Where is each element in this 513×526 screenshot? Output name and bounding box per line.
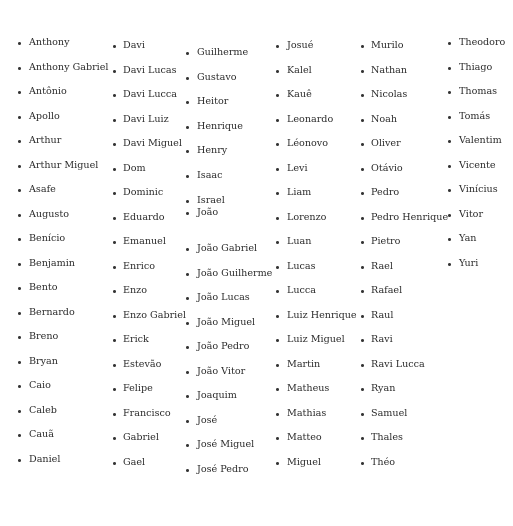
bullet-icon [186,395,189,398]
list-item-label: José [197,415,218,426]
bullet-icon [276,413,279,416]
list-item-label: Enzo [123,285,148,296]
bullet-icon [18,238,21,241]
list-item-label: Caio [29,380,51,391]
list-item-label: Henrique [197,121,243,132]
bullet-icon [113,70,116,73]
list-item-label: Noah [371,114,398,125]
list-item-label: Kalel [287,65,312,76]
bullet-icon [448,214,451,217]
bullet-icon [18,263,21,266]
bullet-icon [276,437,279,440]
bullet-icon [276,290,279,293]
list-item-label: Lucas [287,261,316,272]
bullet-icon [361,290,364,293]
list-item-label: Benício [29,233,66,244]
list-item-label: Joaquim [197,390,237,401]
list-item-label: Miguel [287,457,321,468]
bullet-icon [448,263,451,266]
list-item-label: Caleb [29,405,57,416]
list-item-label: Martin [287,359,321,370]
list-item-label: Léonovo [287,138,328,149]
list-item-label: Kauê [287,89,312,100]
list-item-label: Tomás [459,111,491,122]
bullet-icon [361,168,364,171]
bullet-icon [18,410,21,413]
bullet-icon [276,168,279,171]
list-item-label: Yuri [459,258,479,269]
bullet-icon [361,241,364,244]
list-item-label: Dom [123,163,146,174]
list-item-label: Otávio [371,163,403,174]
bullet-icon [18,91,21,94]
list-item-label: Vitor [459,209,484,220]
bullet-icon [186,346,189,349]
list-item-label: Davi Lucas [123,65,177,76]
bullet-icon [186,200,189,203]
bullet-icon [361,388,364,391]
list-item-label: Benjamin [29,258,75,269]
list-item-label: Josué [287,40,314,51]
list-item-label: João Guilherme [197,268,273,279]
bullet-icon [113,437,116,440]
bullet-icon [18,312,21,315]
list-item-label: Gabriel [123,432,159,443]
bullet-icon [448,189,451,192]
list-item-label: Pietro [371,236,401,247]
bullet-icon [361,143,364,146]
list-item-label: Anthony [29,37,70,48]
bullet-icon [361,462,364,465]
list-item-label: Emanuel [123,236,166,247]
bullet-icon [186,77,189,80]
list-item-label: Eduardo [123,212,165,223]
list-item-label: Rael [371,261,393,272]
bullet-icon [276,339,279,342]
list-item-label: Pedro [371,187,400,198]
bullet-icon [18,42,21,45]
bullet-icon [276,217,279,220]
list-item-label: Liam [287,187,312,198]
bullet-icon [276,192,279,195]
list-item-label: Breno [29,331,59,342]
list-item-label: Luiz Henrique [287,310,357,321]
list-item-label: Dominic [123,187,164,198]
bullet-icon [276,94,279,97]
bullet-icon [448,116,451,119]
list-item-label: Yan [459,233,477,244]
bullet-icon [18,67,21,70]
list-item-label: Enzo Gabriel [123,310,186,321]
list-item-label: Raul [371,310,394,321]
list-item-label: José Pedro [197,464,249,475]
list-item-label: Nathan [371,65,408,76]
list-item-label: Anthony Gabriel [29,62,109,73]
bullet-icon [113,45,116,48]
bullet-icon [186,150,189,153]
list-item-label: Leonardo [287,114,334,125]
list-item-label: Enrico [123,261,155,272]
list-item-label: Ravi Lucca [371,359,425,370]
list-item-label: João Lucas [197,292,250,303]
bullet-icon [113,217,116,220]
list-item-label: Felipe [123,383,153,394]
bullet-icon [448,238,451,241]
bullet-icon [276,462,279,465]
list-item-label: Gael [123,457,146,468]
bullet-icon [113,413,116,416]
list-item-label: Luan [287,236,312,247]
list-item-label: Augusto [29,209,69,220]
list-item-label: Murilo [371,40,404,51]
bullet-icon [448,67,451,70]
bullet-icon [186,273,189,276]
list-item-label: Guilherme [197,47,249,58]
bullet-icon [276,70,279,73]
bullet-icon [113,119,116,122]
bullet-icon [361,94,364,97]
list-item-label: Lucca [287,285,317,296]
list-item-label: José Miguel [197,439,255,450]
list-item-label: Asafe [29,184,56,195]
bullet-icon [186,322,189,325]
bullet-icon [113,315,116,318]
bullet-icon [361,315,364,318]
bullet-icon [18,140,21,143]
bullet-icon [113,168,116,171]
bullet-icon [186,248,189,251]
bullet-icon [113,364,116,367]
bullet-icon [186,420,189,423]
list-item-label: Levi [287,163,308,174]
list-item-label: Vinícius [459,184,498,195]
bullet-icon [113,290,116,293]
bullet-icon [113,462,116,465]
list-item-label: João Vitor [197,366,246,377]
bullet-icon [276,266,279,269]
bullet-icon [448,91,451,94]
bullet-icon [361,119,364,122]
bullet-icon [448,165,451,168]
bullet-icon [276,241,279,244]
bullet-icon [113,94,116,97]
list-item-label: João Pedro [197,341,250,352]
list-item-label: Luiz Miguel [287,334,345,345]
bullet-icon [18,116,21,119]
list-item-label: Rafael [371,285,403,296]
list-item-label: Israel [197,195,225,206]
bullet-icon [113,388,116,391]
bullet-icon [448,140,451,143]
list-item-label: Bento [29,282,58,293]
list-item-label: Thiago [459,62,493,73]
bullet-icon [18,287,21,290]
bullet-icon [18,385,21,388]
list-item-label: Gustavo [197,72,237,83]
bullet-icon [361,413,364,416]
bullet-icon [276,388,279,391]
bullet-icon [113,266,116,269]
bullet-icon [361,192,364,195]
list-item-label: Théo [371,457,396,468]
bullet-icon [361,266,364,269]
list-item-label: Vicente [459,160,496,171]
bullet-icon [18,336,21,339]
list-item-label: Bryan [29,356,58,367]
bullet-icon [18,189,21,192]
bullet-icon [361,339,364,342]
bullet-icon [186,126,189,129]
list-item-label: Henry [197,145,228,156]
bullet-icon [113,339,116,342]
list-item-label: Davi Miguel [123,138,182,149]
list-item-label: Ravi [371,334,393,345]
bullet-icon [18,459,21,462]
bullet-icon [186,101,189,104]
list-item-label: Francisco [123,408,171,419]
bullet-icon [186,297,189,300]
list-item-label: Thales [371,432,403,443]
list-item-label: Heitor [197,96,229,107]
bullet-icon [276,364,279,367]
list-item-label: Lorenzo [287,212,327,223]
bullet-icon [276,315,279,318]
list-item-label: Cauã [29,429,54,440]
list-item-label: Mathias [287,408,327,419]
bullet-icon [186,371,189,374]
bullet-icon [361,70,364,73]
bullet-icon [276,45,279,48]
list-item-label: Antônio [29,86,67,97]
list-item-label: Davi Lucca [123,89,177,100]
list-item-label: João Gabriel [197,243,258,254]
list-item-label: Estevão [123,359,162,370]
list-item-label: João Miguel [197,317,256,328]
list-item-label: Valentim [459,135,502,146]
bullet-icon [18,434,21,437]
list-item-label: Bernardo [29,307,75,318]
list-item-label: Erick [123,334,149,345]
bullet-icon [361,45,364,48]
list-item-label: Samuel [371,408,408,419]
list-item-label: Nicolas [371,89,408,100]
bullet-icon [361,217,364,220]
bullet-icon [186,212,189,215]
list-item-label: Theodoro [459,37,506,48]
list-item-label: João [197,207,219,218]
list-item-label: Isaac [197,170,223,181]
list-item-label: Thomas [459,86,498,97]
list-item-label: Ryan [371,383,396,394]
bullet-icon [186,469,189,472]
bullet-icon [448,42,451,45]
bullet-icon [18,165,21,168]
list-item-label: Arthur Miguel [29,160,99,171]
bullet-icon [113,241,116,244]
list-item-label: Apollo [29,111,60,122]
bullet-icon [361,437,364,440]
bullet-icon [276,143,279,146]
bullet-icon [113,192,116,195]
list-item-label: Matheus [287,383,330,394]
list-item-label: Davi [123,40,145,51]
bullet-icon [186,444,189,447]
list-item-label: Pedro Henrique [371,212,449,223]
list-item-label: Arthur [29,135,62,146]
bullet-icon [276,119,279,122]
bullet-icon [186,175,189,178]
list-item-label: Daniel [29,454,61,465]
bullet-icon [113,143,116,146]
list-item-label: Oliver [371,138,401,149]
bullet-icon [186,52,189,55]
bullet-icon [18,361,21,364]
list-item-label: Matteo [287,432,322,443]
bullet-icon [361,364,364,367]
list-item-label: Davi Luiz [123,114,169,125]
bullet-icon [18,214,21,217]
